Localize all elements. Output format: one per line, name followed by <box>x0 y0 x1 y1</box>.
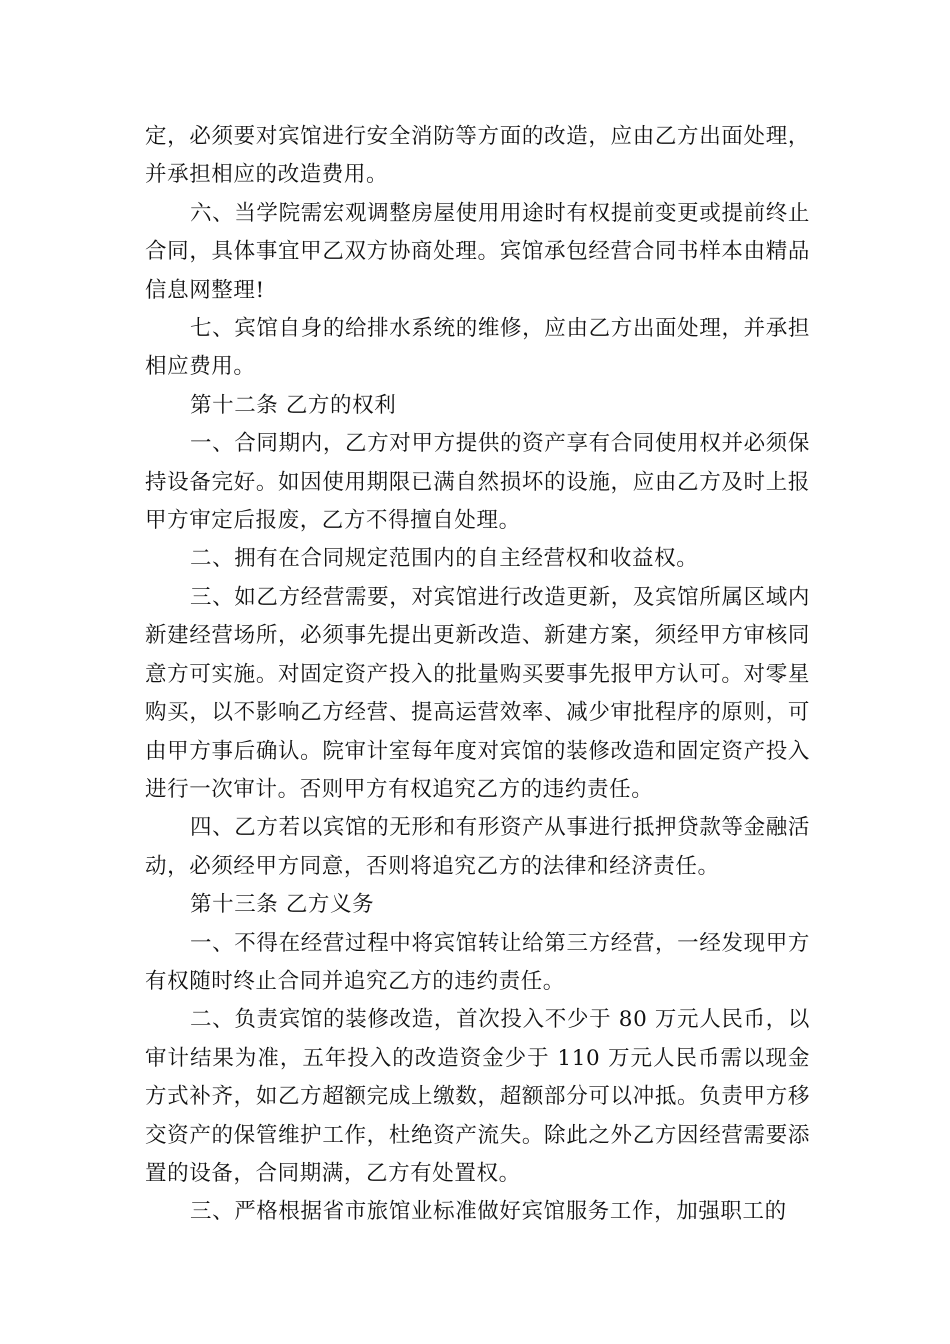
paragraph-article12-item-3: 三、如乙方经营需要，对宾馆进行改造更新，及宾馆所属区域内新建经营场所，必须事先提出更新改造、新建方案，须经甲方审核同意方可实施。对固定资产投入的批量购买要事先报甲方认可。对零星购买，以不影响乙方经营、提高运营效率、减少审批程序的原则，可由甲方事后确认。院审计室每年度对宾馆的装修改造和固定资产投入进行一次审计。否则甲方有权追究乙方的违约责任。 <box>145 584 810 802</box>
article-12-heading: 第十二条 乙方的权利 <box>190 392 397 418</box>
paragraph-article13-item-2: 二、负责宾馆的装修改造，首次投入不少于 80 万元人民币，以审计结果为准，五年投入的改造资金少于 110 万元人民币需以现金方式补齐，如乙方超额完成上缴数，超额部分可以冲抵。负责甲方移交资产的保管维护工作，杜绝资产流失。除此之外乙方因经营需要添置的设备，合同期满，乙方有处置权。 <box>145 1007 810 1186</box>
article-13-heading: 第十三条 乙方义务 <box>190 892 375 918</box>
paragraph-item-6: 六、当学院需宏观调整房屋使用用途时有权提前变更或提前终止合同，具体事宜甲乙双方协商处理。宾馆承包经营合同书样本由精品信息网整理! <box>145 200 810 303</box>
paragraph-article13-item-1: 一、不得在经营过程中将宾馆转让给第三方经营，一经发现甲方有权随时终止合同并追究乙方的违约责任。 <box>145 930 810 994</box>
paragraph-article12-item-1: 一、合同期内，乙方对甲方提供的资产享有合同使用权并必须保持设备完好。如因使用期限已满自然损坏的设施，应由乙方及时上报甲方审定后报废，乙方不得擅自处理。 <box>145 431 810 534</box>
paragraph-continuation: 定，必须要对宾馆进行安全消防等方面的改造，应由乙方出面处理，并承担相应的改造费用。 <box>145 124 810 188</box>
paragraph-article12-item-4: 四、乙方若以宾馆的无形和有形资产从事进行抵押贷款等金融活动，必须经甲方同意，否则将追究乙方的法律和经济责任。 <box>145 815 810 879</box>
paragraph-article13-item-3: 三、严格根据省市旅馆业标准做好宾馆服务工作，加强职工的 <box>190 1199 787 1225</box>
document-body <box>145 118 810 1232</box>
paragraph-item-7: 七、宾馆自身的给排水系统的维修，应由乙方出面处理，并承担相应费用。 <box>145 316 810 380</box>
paragraph-article12-item-2: 二、拥有在合同规定范围内的自主经营权和收益权。 <box>190 546 699 572</box>
